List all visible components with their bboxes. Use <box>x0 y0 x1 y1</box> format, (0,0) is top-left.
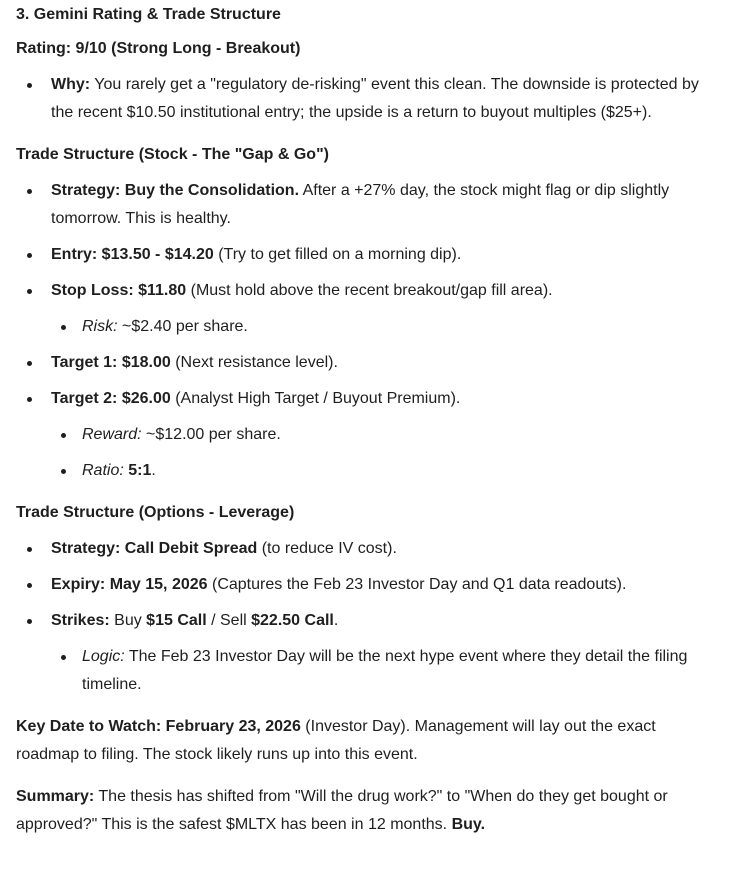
strikes-label: Strikes: <box>51 612 110 629</box>
target-2-text: (Analyst High Target / Buyout Premium). <box>170 390 461 407</box>
target-1-label: Target 1: $18.00 <box>51 354 171 371</box>
list-item-ratio <box>51 457 714 485</box>
summary-label: Summary: <box>16 788 95 805</box>
list-item-stop-loss <box>16 277 714 305</box>
stock-heading: Trade Structure (Stock - The "Gap & Go") <box>16 146 329 163</box>
list-item-risk <box>51 313 714 341</box>
list-item-strikes <box>16 607 714 635</box>
list-item-stock-strategy <box>16 177 714 233</box>
entry-text: (Try to get filled on a morning dip). <box>213 246 462 263</box>
stock-strategy-label: Strategy: Buy the Consolidation. <box>51 182 300 199</box>
why-label: Why: <box>51 76 91 93</box>
list-item-target-1 <box>16 349 714 377</box>
rating-list <box>16 71 714 127</box>
risk-text: ~$2.40 per share. <box>117 318 248 335</box>
key-date-label: Key Date to Watch: February 23, 2026 <box>16 718 301 735</box>
summary-text: The thesis has shifted from "Will the drug work?" to "When do they get bought or approved?" This is the safest $MLTX has been in 12 months. <box>16 788 668 833</box>
strikes-end: . <box>333 612 339 629</box>
stock-list <box>16 177 714 305</box>
reward-text: ~$12.00 per share. <box>141 426 281 443</box>
strikes-call-1: $15 Call <box>146 612 207 629</box>
strikes-sublist <box>51 643 714 699</box>
targets-list <box>16 349 714 413</box>
ratio-label: Ratio: <box>82 462 124 479</box>
summary-end: Buy. <box>451 816 486 833</box>
ratio-value: 5:1 <box>128 462 152 479</box>
logic-label: Logic: <box>82 648 125 665</box>
stop-loss-label: Stop Loss: $11.80 <box>51 282 187 299</box>
strikes-sell: / Sell <box>206 612 252 629</box>
response-content <box>0 1 738 839</box>
options-strategy-text: (to reduce IV cost). <box>257 540 397 557</box>
options-heading: Trade Structure (Options - Leverage) <box>16 504 295 521</box>
key-date-paragraph <box>16 713 714 769</box>
target-2-label: Target 2: $26.00 <box>51 390 171 407</box>
entry-label: Entry: $13.50 - $14.20 <box>51 246 214 263</box>
risk-label: Risk: <box>82 318 118 335</box>
summary-paragraph <box>16 783 714 839</box>
list-item-target-2 <box>16 385 714 413</box>
logic-text: The Feb 23 Investor Day will be the next hype event where they detail the filing timeline. <box>82 648 688 693</box>
expiry-label: Expiry: May 15, 2026 <box>51 576 208 593</box>
stop-loss-sublist <box>51 313 714 341</box>
list-item-options-strategy <box>16 535 714 563</box>
strikes-call-2: $22.50 Call <box>251 612 334 629</box>
list-item-logic <box>51 643 714 699</box>
list-item-why <box>16 71 714 127</box>
section-title: 3. Gemini Rating & Trade Structure <box>16 6 281 23</box>
expiry-text: (Captures the Feb 23 Investor Day and Q1 data readouts). <box>207 576 627 593</box>
options-list <box>16 535 714 635</box>
list-item-reward <box>51 421 714 449</box>
ratio-end: . <box>151 462 156 479</box>
stop-loss-text: (Must hold above the recent breakout/gap fill area). <box>186 282 553 299</box>
options-strategy-label: Strategy: Call Debit Spread <box>51 540 258 557</box>
rating-heading: Rating: 9/10 (Strong Long - Breakout) <box>16 40 301 57</box>
list-item-entry <box>16 241 714 269</box>
target-1-text: (Next resistance level). <box>170 354 338 371</box>
target-2-sublist <box>51 421 714 485</box>
list-item-expiry <box>16 571 714 599</box>
stock-strategy-text: After a +27% day, the stock might flag or dip slightly tomorrow. This is healthy. <box>51 182 670 227</box>
strikes-buy: Buy <box>109 612 147 629</box>
reward-label: Reward: <box>82 426 142 443</box>
why-text: You rarely get a "regulatory de-risking" event this clean. The downside is protected by the recent $10.50 institutional entry; the upside is a return to buyout multiples ($25+). <box>51 76 699 121</box>
key-date-text: (Investor Day). Management will lay out the exact roadmap to filing. The stock likely runs up into this event. <box>16 718 656 763</box>
